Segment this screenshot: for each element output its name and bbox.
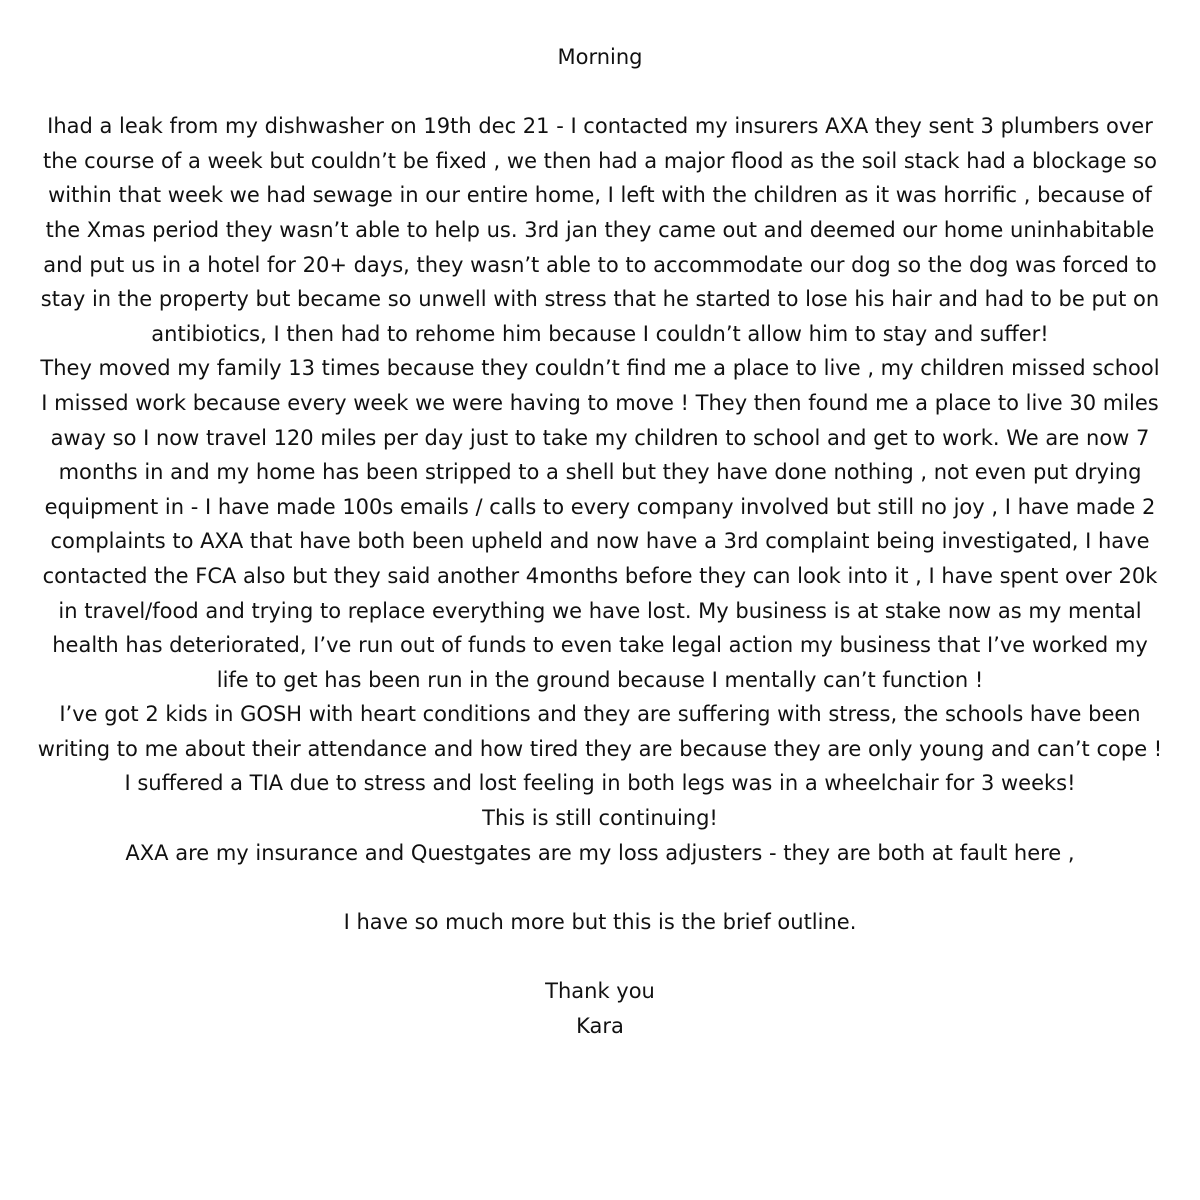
- signature: Kara: [576, 1013, 624, 1038]
- paragraph-moves-and-complaints: They moved my family 13 times because they couldn’t find me a place to live , my children missed school I missed work because every week we were having to move ! They then found me a place to live 30 miles away so I now travel 120 miles per day just to take my children to school and get to work. We are now 7 months in and my home has been stripped to a shell but they have done nothing , not even put drying equipment in - I have made 100s emails / calls to every company involved but still no joy , I have made 2 complaints to AXA that have both been upheld and now have a 3rd complaint being investigated, I have contacted the FCA also but they said another 4months before they can look into it , I have spent over 20k in travel/food and trying to replace everything we have lost. My business is at stake now as my mental health has deteriorated, I’ve run out of funds to even take legal action my business that I’ve worked my life to get has been run in the ground because I mentally can’t function !: [40, 356, 1160, 692]
- paragraph-leak-and-dog: Ihad a leak from my dishwasher on 19th dec 21 - I contacted my insurers AXA they sent 3 plumbers over the course of a week but couldn’t be fixed , we then had a major flood as the soil stack had a blockage so within that week we had sewage in our entire home, I left with the children as it was horrific , because of the Xmas period they wasn’t able to help us. 3rd jan they came out and deemed our home uninhabitable and put us in a hotel for 20+ days, they wasn’t able to to accommodate our dog so the dog was forced to stay in the property but became so unwell with stress that he started to lose his hair and had to be put on antibiotics, I then had to rehome him because I couldn’t allow him to stay and suffer!: [40, 114, 1160, 346]
- sign-off: Thank you: [545, 979, 655, 1004]
- paragraph-tia: I suffered a TIA due to stress and lost feeling in both legs was in a wheelchair for 3 weeks!: [124, 771, 1076, 796]
- greeting: Morning: [557, 45, 643, 69]
- blank-line: [36, 75, 1164, 110]
- paragraph-insurers-at-fault: AXA are my insurance and Questgates are my loss adjusters - they are both at fault here ,: [125, 840, 1075, 865]
- closing-note: I have so much more but this is the brief outline.: [343, 909, 857, 934]
- paragraph-children-health: I’ve got 2 kids in GOSH with heart conditions and they are suffering with stress, the schools have been writing to me about their attendance and how tired they are because they are only young and can’t cope !: [37, 702, 1163, 761]
- paragraph-still-continuing: This is still continuing!: [482, 806, 718, 831]
- blank-line: [36, 939, 1164, 974]
- blank-line: [36, 870, 1164, 905]
